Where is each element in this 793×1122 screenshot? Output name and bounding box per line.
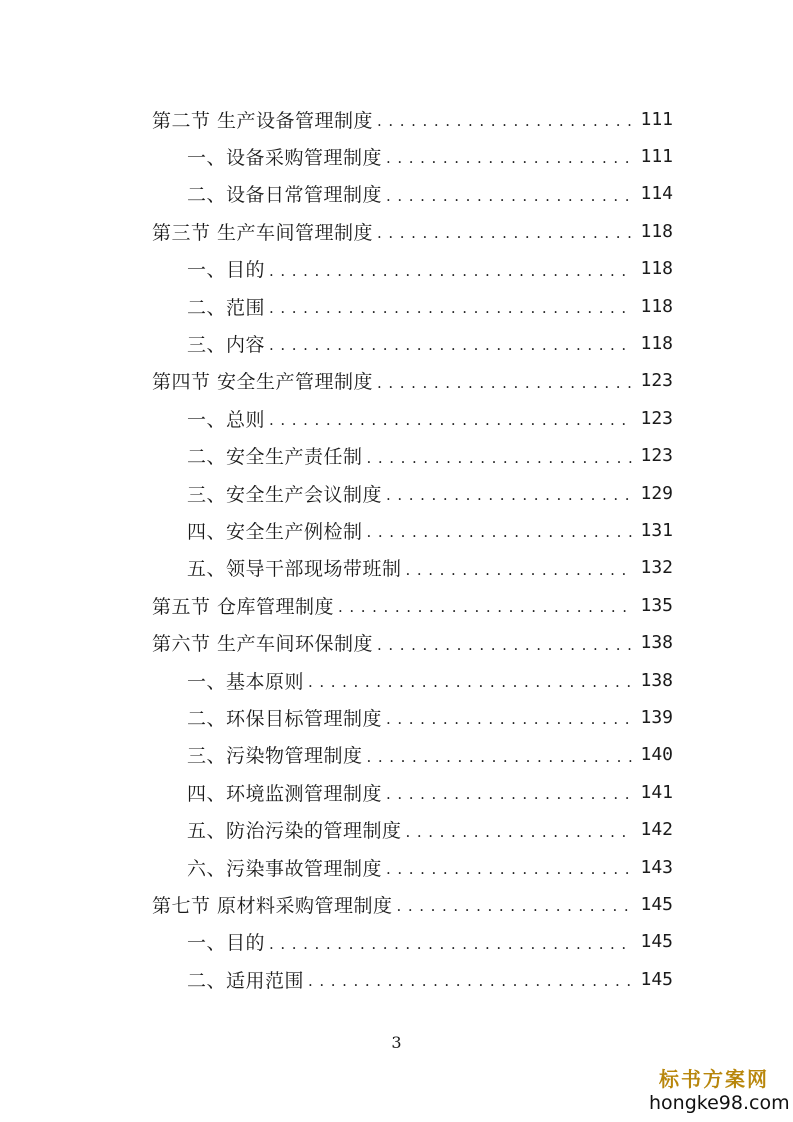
toc-entry-label: 一、目的 — [187, 932, 266, 955]
toc-entry[interactable] — [187, 964, 673, 994]
toc-leader-dots — [367, 748, 633, 766]
toc-entry-label: 一、目的 — [187, 259, 266, 282]
toc-entry-label: 二、安全生产责任制 — [187, 446, 363, 469]
toc-entry-page: 145 — [640, 968, 673, 990]
toc-entry-label: 第二节 生产设备管理制度 — [152, 109, 374, 132]
toc-entry-page: 139 — [640, 706, 673, 728]
toc-entry[interactable] — [187, 852, 673, 882]
toc-leader-dots — [269, 336, 632, 354]
toc-entry-page: 145 — [640, 893, 673, 915]
toc-entry-label: 三、污染物管理制度 — [187, 745, 363, 768]
toc-leader-dots — [269, 299, 632, 317]
toc-entry-page: 142 — [640, 819, 673, 841]
toc-entry-label: 五、防治污染的管理制度 — [187, 820, 402, 843]
toc-entry-page: 131 — [640, 519, 673, 541]
toc-leader-dots — [338, 598, 632, 616]
toc-entry-page: 129 — [640, 482, 673, 504]
toc-entry[interactable] — [187, 740, 673, 770]
toc-entry[interactable] — [187, 515, 673, 545]
toc-entry[interactable] — [187, 665, 673, 695]
toc-entry-label: 二、环保目标管理制度 — [187, 707, 383, 730]
toc-entry-label: 二、设备日常管理制度 — [187, 184, 383, 207]
toc-entry[interactable] — [187, 478, 673, 508]
toc-leader-dots — [269, 411, 632, 429]
toc-entry[interactable] — [152, 366, 673, 396]
toc-entry[interactable] — [187, 702, 673, 732]
toc-entry-label: 三、内容 — [187, 333, 266, 356]
toc-entry[interactable] — [187, 403, 673, 433]
toc-entry[interactable] — [187, 441, 673, 471]
toc-entry-page: 138 — [640, 669, 673, 691]
toc-entry-page: 140 — [640, 744, 673, 766]
toc-entry-label: 第三节 生产车间管理制度 — [152, 221, 374, 244]
toc-entry-page: 132 — [640, 557, 673, 579]
toc-entry-page: 111 — [640, 145, 673, 167]
toc-entry[interactable] — [187, 777, 673, 807]
toc-entry-label: 第四节 安全生产管理制度 — [152, 371, 374, 394]
toc-leader-dots — [377, 636, 632, 654]
toc-entry-page: 118 — [640, 258, 673, 280]
toc-entry-page: 118 — [640, 332, 673, 354]
toc-leader-dots — [377, 224, 632, 242]
toc-entry[interactable] — [187, 141, 673, 171]
toc-entry[interactable] — [187, 815, 673, 845]
toc-entry-label: 四、环境监测管理制度 — [187, 782, 383, 805]
toc-leader-dots — [397, 897, 633, 915]
toc-entry-page: 135 — [640, 594, 673, 616]
toc-entry[interactable] — [152, 216, 673, 246]
toc-entry-page: 141 — [640, 781, 673, 803]
toc-entry-label: 五、领导干部现场带班制 — [187, 558, 402, 581]
watermark-title: 标书方案网 — [659, 1067, 769, 1091]
toc-leader-dots — [386, 187, 632, 205]
toc-leader-dots — [308, 972, 632, 990]
toc-entry-label: 二、范围 — [187, 296, 266, 319]
toc-entry[interactable] — [152, 628, 673, 658]
toc-leader-dots — [269, 262, 632, 280]
toc-entry-page: 123 — [640, 407, 673, 429]
toc-entry-page: 111 — [640, 108, 673, 130]
toc-entry[interactable] — [187, 553, 673, 583]
toc-leader-dots — [386, 486, 632, 504]
toc-leader-dots — [386, 149, 632, 167]
toc-entry-page: 145 — [640, 931, 673, 953]
toc-entry[interactable] — [187, 291, 673, 321]
toc-entry[interactable] — [152, 104, 673, 134]
toc-entry-label: 一、总则 — [187, 408, 266, 431]
toc-entry-label: 第七节 原材料采购管理制度 — [152, 894, 393, 917]
toc-leader-dots — [386, 710, 632, 728]
toc-entry-label: 第六节 生产车间环保制度 — [152, 633, 374, 656]
toc-entry[interactable] — [152, 590, 673, 620]
toc-entry-label: 六、污染事故管理制度 — [187, 857, 383, 880]
toc-leader-dots — [367, 523, 633, 541]
page-number: 3 — [391, 1033, 402, 1052]
toc-entry[interactable] — [187, 328, 673, 358]
toc-leader-dots — [386, 785, 632, 803]
toc-entry-label: 二、适用范围 — [187, 969, 305, 992]
toc-entry-page: 114 — [640, 183, 673, 205]
watermark-site: hongke98.com — [649, 1092, 790, 1114]
toc-leader-dots — [386, 860, 632, 878]
toc-entry-label: 一、设备采购管理制度 — [187, 146, 383, 169]
toc-leader-dots — [269, 935, 632, 953]
toc-entry-label: 四、安全生产例检制 — [187, 520, 363, 543]
watermark-logo — [649, 1066, 790, 1114]
toc-leader-dots — [367, 449, 633, 467]
toc-leader-dots — [406, 823, 633, 841]
toc-entry[interactable] — [187, 254, 673, 284]
toc-leader-dots — [308, 673, 632, 691]
toc-entry-page: 118 — [640, 295, 673, 317]
toc-entry-page: 123 — [640, 370, 673, 392]
toc-entry[interactable] — [187, 927, 673, 957]
toc-leader-dots — [377, 112, 632, 130]
toc-entry-page: 118 — [640, 220, 673, 242]
toc-entry[interactable] — [187, 179, 673, 209]
toc-entry-page: 123 — [640, 445, 673, 467]
toc-entry-label: 第五节 仓库管理制度 — [152, 595, 335, 618]
toc-leader-dots — [377, 374, 632, 392]
toc-entry-page: 138 — [640, 632, 673, 654]
toc-entry-label: 一、基本原则 — [187, 670, 305, 693]
toc-entry-page: 143 — [640, 856, 673, 878]
toc-entry[interactable] — [152, 889, 673, 919]
toc-entry-label: 三、安全生产会议制度 — [187, 483, 383, 506]
toc-leader-dots — [406, 561, 633, 579]
